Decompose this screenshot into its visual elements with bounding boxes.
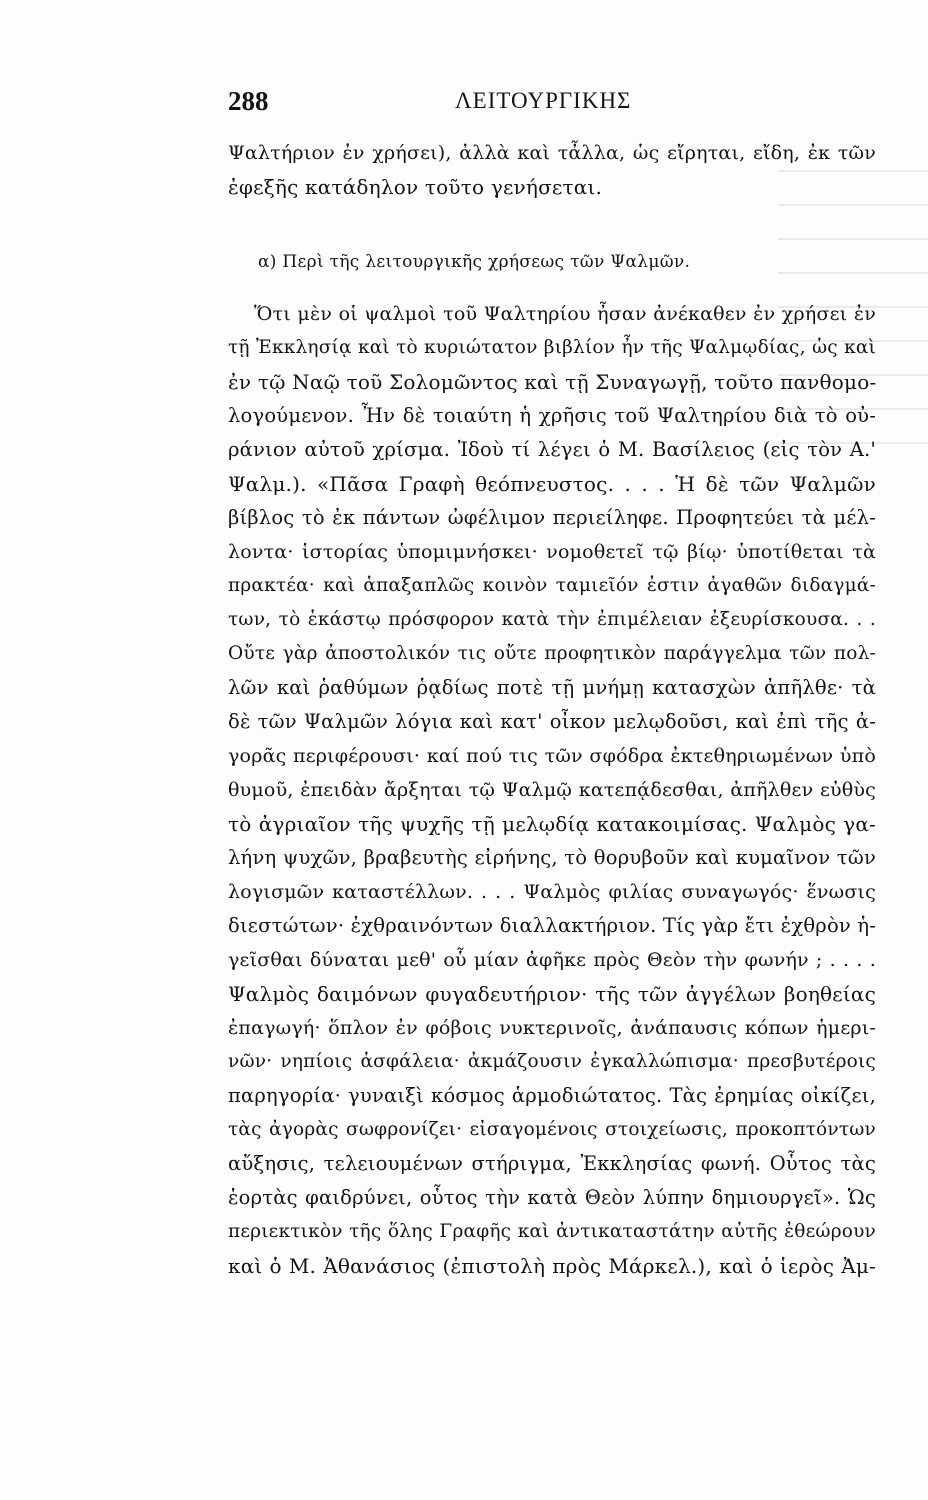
text-line: βίβλος τὸ ἐκ πάντων ὠφέλιμον περιείληφε. Προφητεύει τὰ μέλ- [228, 506, 876, 529]
text-line: γεῖσθαι δύναται μεθ' οὗ μίαν ἀφῆκε πρὸς Θεὸν τὴν φωνήν ; . . . . [228, 949, 876, 971]
text-line: ράνιον αὐτοῦ χρίσμα. Ἰδοὺ τί λέγει ὁ Μ. Βασίλειος (εἰς τὸν Α.' [228, 438, 876, 461]
text-line: πρακτέα· καὶ ἁπαξαπλῶς κοινὸν ταμιεῖόν ἐστιν ἀγαθῶν διδαγμά- [228, 575, 876, 596]
text-line: λοντα· ἱστορίας ὑπομιμνήσκει· νομοθετεῖ τῷ βίῳ· ὑποτίθεται τὰ [228, 541, 876, 563]
body-paragraph [228, 297, 876, 1283]
page-number: 288 [228, 86, 269, 116]
text-line: τὸ ἀγριαῖον τῆς ψυχῆς τῇ μελῳδίᾳ κατακοιμίσας. Ψαλμὸς γα- [228, 812, 876, 836]
running-head: ΛΕΙΤΟΥΡΓΙΚΗΣ [455, 88, 632, 113]
text-line: ἐπαγωγή· ὅπλον ἐν φόβοις νυκτερινοῖς, ἀνάπαυσις κόπων ἡμερι- [228, 1017, 876, 1039]
text-line: λῶν καὶ ῥαθύμων ῥᾳδίως ποτὲ τῇ μνήμῃ κατασχὼν ἀπῆλθε· τὰ [228, 676, 876, 699]
text-line: Ψαλτήριον ἐν χρήσει), ἀλλὰ καὶ τἆλλα, ὡς εἴρηται, εἴδη, ἐκ τῶν [228, 142, 876, 164]
text-line: γορᾶς περιφέρουσι· καί πού τις τῶν σφόδρα ἐκτεθηριωμένων ὑπὸ [228, 745, 876, 767]
text-line: τῇ Ἐκκλησίᾳ καὶ τὸ κυριώτατον βιβλίον ἦν τῆς Ψαλμῳδίας, ὡς καὶ [228, 337, 876, 358]
text-line: των, τὸ ἑκάστῳ πρόσφορον κατὰ τὴν ἐπιμέλειαν ἐξευρίσκουσα. . . [228, 609, 876, 630]
text-line: διεστώτων· ἐχθραινόντων διαλλακτήριον. Τίς γὰρ ἔτι ἐχθρὸν ἡ- [228, 914, 876, 937]
page-header [228, 86, 868, 126]
text-line: δὲ τῶν Ψαλμῶν λόγια καὶ κατ' οἶκον μελῳδοῦσι, καὶ ἐπὶ τῆς ἀ- [228, 710, 876, 733]
text-line: θυμοῦ, ἐπειδὰν ἄρξηται τῷ Ψαλμῷ κατεπᾴδεσθαι, ἀπῆλθεν εὐθὺς [228, 779, 876, 801]
text-line: λογισμῶν καταστέλλων. . . . Ψαλμὸς φιλίας συναγωγός· ἕνωσις [228, 881, 876, 903]
text-line: ἐφεξῆς κατάδηλον τοῦτο γενήσεται. [228, 175, 603, 199]
text-line: Ὅτι μὲν οἱ ψαλμοὶ τοῦ Ψαλτηρίου ἦσαν ἀνέκαθεν ἐν χρήσει ἐν [254, 303, 876, 325]
section-heading: α) Περὶ τῆς λειτουργικῆς χρήσεως τῶν Ψαλμῶν. [258, 252, 691, 272]
text-line: λήνη ψυχῶν, βραβευτὴς εἰρήνης, τὸ θορυβοῦν καὶ κυμαῖνον τῶν [228, 846, 876, 869]
text-line: νῶν· νηπίοις ἀσφάλεια· ἀκμάζουσιν ἐγκαλλώπισμα· πρεσβυτέροις [228, 1051, 876, 1072]
text-line: περιεκτικὸν τῆς ὅλης Γραφῆς καὶ ἀντικαταστάτην αὐτῆς ἐθεώρουν [228, 1221, 876, 1242]
text-line: ἐν τῷ Ναῷ τοῦ Σολομῶντος καὶ τῇ Συναγωγῇ, τοῦτο πανθομο- [228, 370, 876, 394]
text-line: Ψαλμὸς δαιμόνων φυγαδευτήριον· τῆς τῶν ἀγγέλων βοηθείας [228, 982, 876, 1006]
text-line: λογούμενον. Ἦν δὲ τοιαύτη ἡ χρῆσις τοῦ Ψαλτηρίου διὰ τὸ οὐ- [228, 404, 876, 427]
text-line: ἑορτὰς φαιδρύνει, οὗτος τὴν κατὰ Θεὸν λύπην δημιουργεῖ». Ὡς [228, 1186, 876, 1209]
text-line: καὶ ὁ Μ. Ἀθανάσιος (ἐπιστολὴ πρὸς Μάρκελ.), καὶ ὁ ἱερὸς Ἀμ- [228, 1254, 876, 1278]
intro-paragraph [228, 136, 876, 204]
text-line: αὔξησις, τελειουμένων στήριγμα, Ἐκκλησίας φωνή. Οὗτος τὰς [228, 1152, 876, 1175]
text-line: παρηγορία· γυναιξὶ κόσμος ἁρμοδιώτατος. Τὰς ἐρημίας οἰκίζει, [228, 1084, 876, 1107]
text-line: Ψαλμ.). «Πᾶσα Γραφὴ θεόπνευστος. . . . Ἡ δὲ τῶν Ψαλμῶν [228, 472, 876, 496]
text-line: Οὔτε γὰρ ἀποστολικόν τις οὔτε προφητικὸν παράγγελμα τῶν πολ- [228, 643, 876, 664]
text-line: τὰς ἀγορὰς σωφρονίζει· εἰσαγομένοις στοιχείωσις, προκοπτόντων [228, 1119, 876, 1140]
